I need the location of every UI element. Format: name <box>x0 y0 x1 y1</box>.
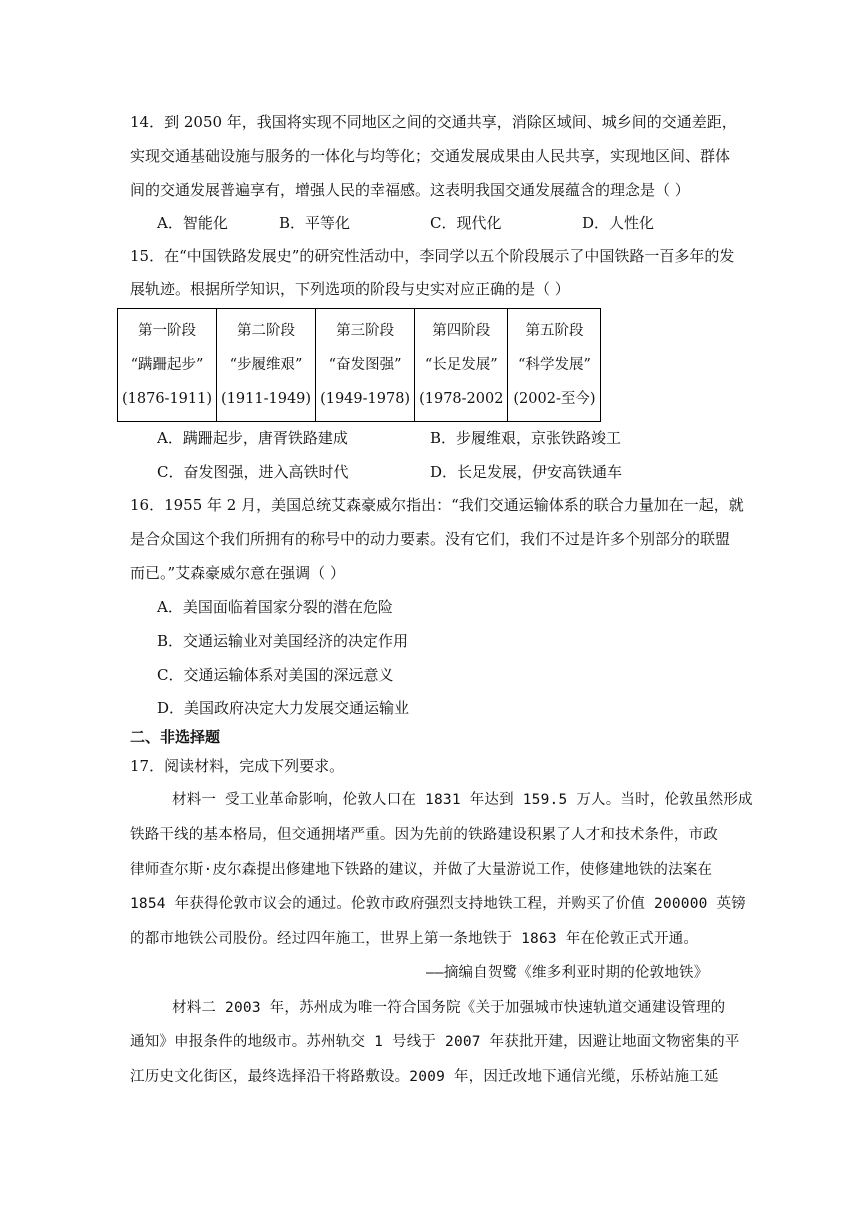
stage-name: “蹒跚起步” <box>130 357 204 373</box>
q16-line-2: 是合众国这个我们所拥有的称号中的动力要素。没有它们，我们不过是许多个别部分的联盟 <box>130 530 731 548</box>
stage-label: 第一阶段 <box>138 323 197 339</box>
stage-cell-3 <box>316 309 415 422</box>
q15-line-2: 展轨迹。根据所学知识，下列选项的阶段与史实对应正确的是（ ） <box>130 280 570 298</box>
material2-line-2: 通知》申报条件的地级市。苏州轨交 1 号线于 2007 年获批开建，因避让地面文物密集的平 <box>130 1034 740 1050</box>
stage-cell-2 <box>217 309 316 422</box>
q16-option-b[interactable]: B．交通运输业对美国经济的决定作用 <box>157 632 409 650</box>
material2-line-3: 江历史文化街区，最终选择沿干将路敷设。2009 年，因迁改地下通信光缆，乐桥站施工延 <box>130 1069 719 1085</box>
stage-name: “科学发展” <box>518 357 591 373</box>
stage-label: 第四阶段 <box>432 323 491 339</box>
stage-period: (1876-1911) <box>122 391 213 407</box>
stage-cell-4 <box>415 309 508 422</box>
material1-line-1: 材料一 受工业革命影响，伦敦人口在 1831 年达到 159.5 万人。当时，伦敦虽然形成 <box>172 792 753 808</box>
stage-name: “长足发展” <box>424 357 498 373</box>
q14-option-c[interactable]: C．现代化 <box>430 214 502 232</box>
railway-stages-table <box>117 308 601 422</box>
q14-line-2: 实现交通基础设施与服务的一体化与均等化；交通发展成果由人民共享，实现地区间、群体 <box>130 147 731 165</box>
stage-period: (1911-1949) <box>221 391 312 407</box>
q15-option-c[interactable]: C．奋发图强，进入高铁时代 <box>157 463 349 481</box>
stage-label: 第三阶段 <box>336 323 395 339</box>
stage-period: (2002-至今) <box>513 391 596 407</box>
table-row <box>118 309 601 422</box>
stage-name: “步履维艰” <box>229 357 303 373</box>
q16-option-d[interactable]: D．美国政府决定大力发展交通运输业 <box>157 699 410 717</box>
q16-option-c[interactable]: C．交通运输体系对美国的深远意义 <box>157 666 394 684</box>
q16-line-3: 而已。”艾森豪威尔意在强调（ ） <box>130 564 345 582</box>
q16-line-1: 16．1955 年 2 月，美国总统艾森豪威尔指出：“我们交通运输体系的联合力量加在一起，就 <box>130 496 744 514</box>
q17-intro: 17．阅读材料，完成下列要求。 <box>130 757 345 775</box>
q15-line-1: 15．在“中国铁路发展史”的研究性活动中，李同学以五个阶段展示了中国铁路一百多年的发 <box>130 247 735 265</box>
material1-source: ——摘编自贺鹭《维多利亚时期的伦敦地铁》 <box>426 965 709 981</box>
q16-option-a[interactable]: A．美国面临着国家分裂的潜在危险 <box>157 598 393 616</box>
stage-label: 第五阶段 <box>525 323 584 339</box>
q14-option-d[interactable]: D．人性化 <box>582 214 655 232</box>
q15-option-d[interactable]: D．长足发展，伊安高铁通车 <box>430 463 623 481</box>
material1-line-4: 1854 年获得伦敦市议会的通过。伦敦市政府强烈支持地铁工程，并购买了价值 200000 英镑 <box>130 896 746 912</box>
stage-period: (1978-2002 <box>419 391 504 407</box>
stage-name: “奋发图强” <box>328 357 402 373</box>
section-title: 二、非选择题 <box>130 728 221 746</box>
q15-option-a[interactable]: A．蹒跚起步，唐胥铁路建成 <box>157 429 348 447</box>
stage-cell-5 <box>508 309 601 422</box>
material1-line-2: 铁路干线的基本格局，但交通拥堵严重。因为先前的铁路建设积累了人才和技术条件，市政 <box>130 827 718 843</box>
stage-cell-1 <box>118 309 217 422</box>
stage-label: 第二阶段 <box>237 323 296 339</box>
q14-line-1: 14．到 2050 年，我国将实现不同地区之间的交通共享，消除区域间、城乡间的交通差距， <box>130 113 737 131</box>
stage-period: (1949-1978) <box>320 391 411 407</box>
material1-line-3: 律师查尔斯·皮尔森提出修建地下铁路的建议，并做了大量游说工作，使修建地铁的法案在 <box>130 862 713 878</box>
q15-option-b[interactable]: B．步履维艰，京张铁路竣工 <box>430 429 622 447</box>
material1-line-5: 的都市地铁公司股份。经过四年施工，世界上第一条地铁于 1863 年在伦敦正式开通。 <box>130 931 699 947</box>
material2-line-1: 材料二 2003 年，苏州成为唯一符合国务院《关于加强城市快速轨道交通建设管理的 <box>172 1000 726 1016</box>
q14-option-b[interactable]: B．平等化 <box>279 214 351 232</box>
q14-line-3: 间的交通发展普遍享有，增强人民的幸福感。这表明我国交通发展蕴含的理念是（ ） <box>130 181 690 199</box>
q14-option-a[interactable]: A．智能化 <box>157 214 228 232</box>
